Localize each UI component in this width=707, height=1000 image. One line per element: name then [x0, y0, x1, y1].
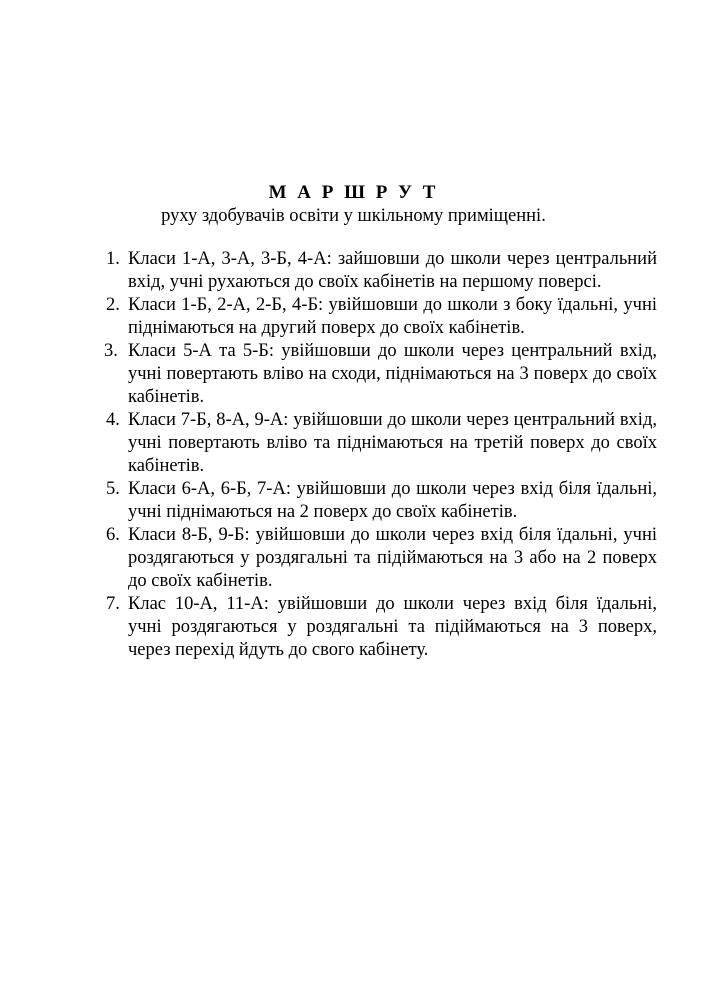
route-item-6	[0, 524, 707, 593]
route-item-text: Класи 5-А та 5-Б: увійшовши до школи через центральний вхід, учні повертають вліво на сходи, піднімаються на 3 поверх до своїх кабінетів.	[128, 341, 657, 407]
route-item-2	[0, 294, 707, 340]
route-item-text: Класи 1-А, 3-А, 3-Б, 4-А: зайшовши до школи через центральний вхід, учні рухаються до своїх кабінетів на першому поверсі.	[128, 249, 657, 292]
route-item-number: 6.	[106, 525, 120, 545]
route-item-text: Класи 7-Б, 8-А, 9-А: увійшовши до школи через центральний вхід, учні повертають вліво та піднімаються на третій поверх до своїх кабінетів.	[128, 410, 657, 476]
route-item-number: 1.	[106, 249, 120, 269]
route-item-text: Класи 1-Б, 2-А, 2-Б, 4-Б: увійшовши до школи з боку їдальні, учні піднімаються на другий поверх до своїх кабінетів.	[128, 295, 657, 338]
route-item-number: 7.	[106, 594, 120, 614]
route-item-number: 2.	[106, 295, 120, 315]
document-title: М А Р Ш Р У Т	[268, 182, 439, 203]
route-item-text: Клас 10-А, 11-А: увійшовши до школи через вхід біля їдальні, учні роздягаються у роздягальні та підіймаються на 3 поверх, через перехід йдуть до свого кабінету.	[128, 594, 657, 660]
document-subtitle: руху здобувачів освіти у шкільному приміщенні.	[161, 206, 546, 226]
route-item-5	[0, 478, 707, 524]
route-item-1	[0, 248, 707, 294]
route-item-text: Класи 8-Б, 9-Б: увійшовши до школи через вхід біля їдальні, учні роздягаються у роздягальні та підіймаються на 3 або на 2 поверх до своїх кабінетів.	[128, 525, 657, 591]
route-item-text: Класи 6-А, 6-Б, 7-А: увійшовши до школи через вхід біля їдальні, учні піднімаються на 2 поверх до своїх кабінетів.	[128, 479, 657, 522]
route-item-number: 4.	[106, 410, 120, 430]
route-list	[0, 248, 707, 662]
route-item-number: 3.	[104, 341, 118, 361]
route-item-4	[0, 409, 707, 478]
route-item-number: 5.	[106, 479, 120, 499]
route-item-7	[0, 593, 707, 662]
route-item-3	[0, 340, 707, 409]
